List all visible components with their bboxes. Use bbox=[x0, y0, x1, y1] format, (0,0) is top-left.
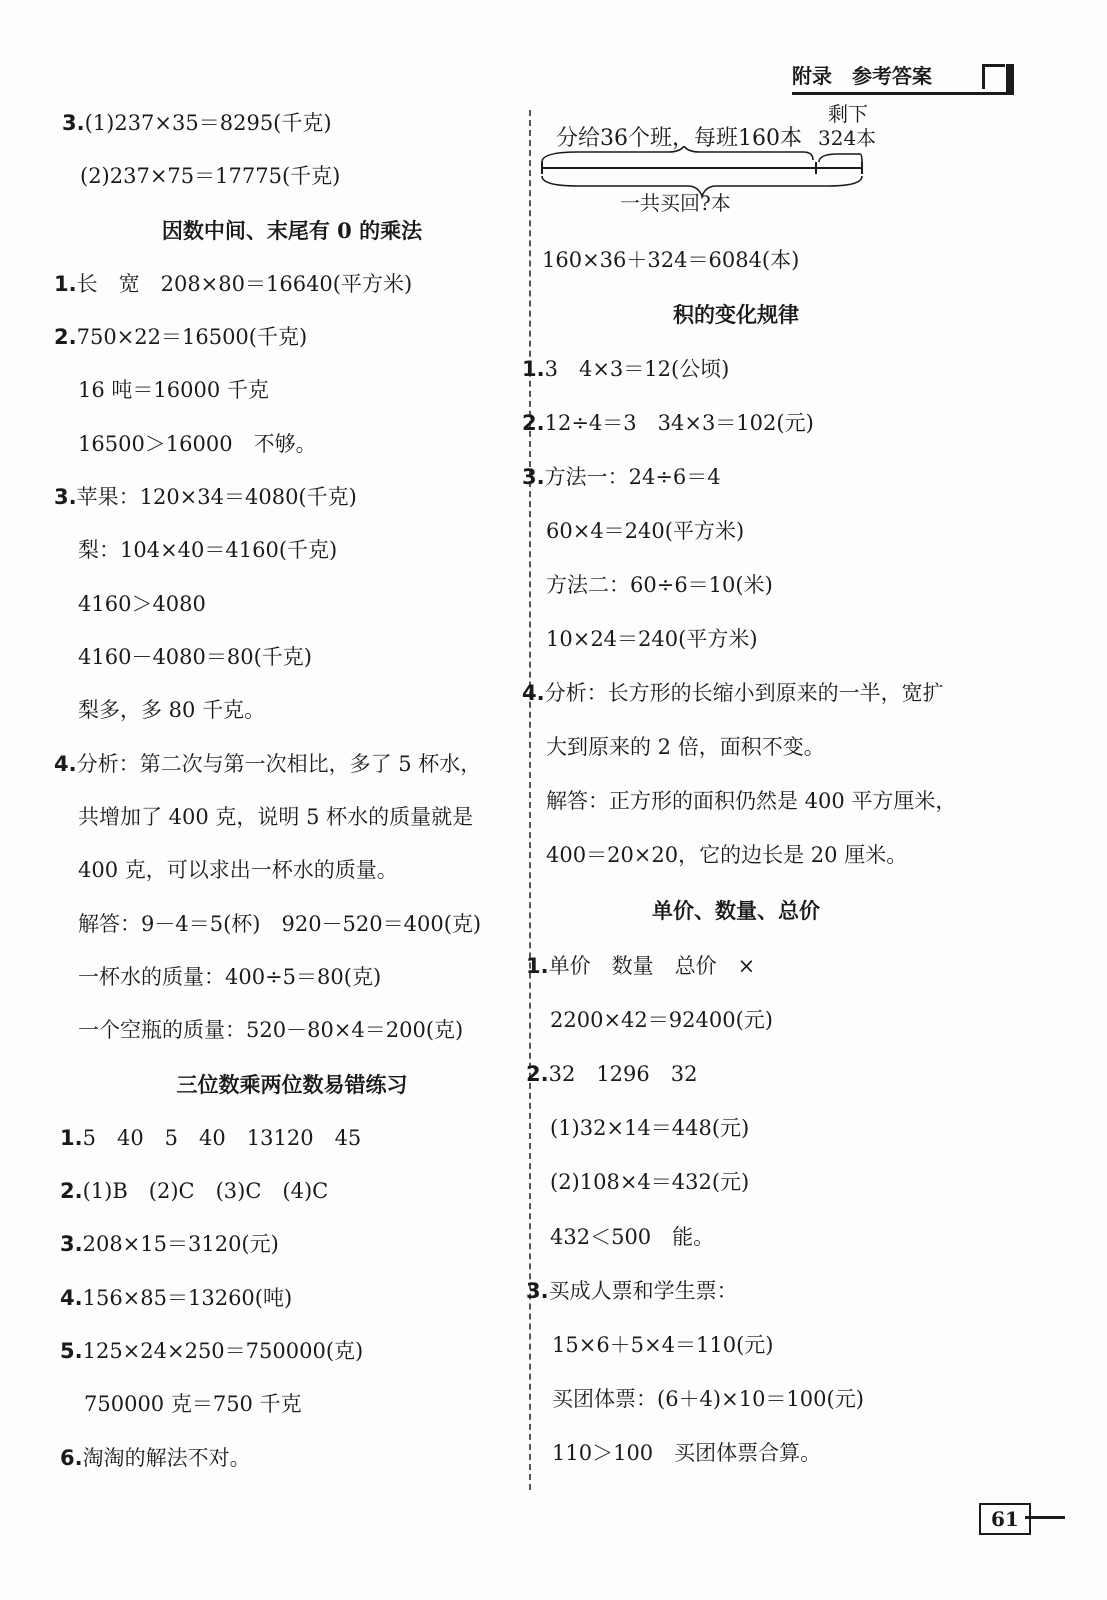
answer-line: 432＜500 能。 bbox=[550, 1225, 715, 1249]
diagram-top-label: 分给36个班，每班160本 bbox=[556, 126, 802, 151]
top-brace bbox=[542, 146, 813, 162]
page-header: 附录 参考答案 bbox=[792, 64, 932, 88]
answer-line: 3.苹果：120×34＝4080(千克) bbox=[54, 485, 357, 509]
answer-line: 1.5 40 5 40 13120 45 bbox=[60, 1126, 362, 1150]
answer-line: 3.208×15＝3120(元) bbox=[60, 1232, 279, 1256]
answer-line: (2)237×75＝17775(千克) bbox=[80, 164, 341, 188]
answer-line: 3.买成人票和学生票： bbox=[526, 1279, 738, 1303]
answer-line: 梨多，多 80 千克。 bbox=[78, 698, 266, 722]
diagram-bottom-label: 一共买回?本 bbox=[620, 191, 731, 215]
answer-line: 60×4＝240(平方米) bbox=[546, 519, 745, 543]
answer-line: (2)108×4＝432(元) bbox=[550, 1170, 750, 1194]
answer-line: 1.单价 数量 总价 × bbox=[526, 954, 756, 978]
answer-line: 2.32 1296 32 bbox=[526, 1062, 698, 1086]
answer-line: 1.3 4×3＝12(公顷) bbox=[522, 357, 730, 381]
answer-line: 400 克，可以求出一杯水的质量。 bbox=[78, 858, 398, 882]
section-title: 单价、数量、总价 bbox=[652, 898, 820, 923]
page-number: 61 bbox=[979, 1503, 1031, 1535]
answer-line: 5.125×24×250＝750000(克) bbox=[60, 1339, 364, 1363]
answer-line: 10×24＝240(平方米) bbox=[546, 627, 758, 651]
section-title: 因数中间、末尾有 0 的乘法 bbox=[161, 218, 423, 243]
answer-line: 400＝20×20，它的边长是 20 厘米。 bbox=[546, 843, 908, 867]
answer-line: 2.750×22＝16500(千克) bbox=[54, 325, 308, 349]
answer-line: 买团体票：(6＋4)×10＝100(元) bbox=[552, 1387, 864, 1411]
answer-line: 4160－4080＝80(千克) bbox=[78, 645, 312, 669]
header-corner-mark bbox=[982, 64, 1005, 89]
section-title: 积的变化规律 bbox=[673, 302, 799, 327]
remain-brace bbox=[819, 154, 862, 162]
page-number-rule bbox=[1025, 1516, 1065, 1519]
answer-line: 750000 克＝750 千克 bbox=[84, 1392, 302, 1416]
answer-line: 4160＞4080 bbox=[78, 592, 206, 616]
answer-line: 110＞100 买团体票合算。 bbox=[552, 1441, 822, 1465]
answer-line: 160×36＋324＝6084(本) bbox=[542, 248, 800, 272]
answer-line: 6.淘淘的解法不对。 bbox=[60, 1446, 251, 1470]
answer-line: 3.方法一：24÷6＝4 bbox=[522, 465, 721, 489]
answer-line: 解答：9－4＝5(杯) 920－520＝400(克) bbox=[78, 912, 482, 936]
answer-line: 3.(1)237×35＝8295(千克) bbox=[62, 111, 332, 135]
diagram-remain-amount: 324本 bbox=[818, 126, 877, 150]
answer-line: 4.分析：长方形的长缩小到原来的一半，宽扩 bbox=[522, 681, 944, 705]
answer-line: 解答：正方形的面积仍然是 400 平方厘米， bbox=[546, 789, 957, 813]
answer-line: (1)32×14＝448(元) bbox=[550, 1116, 750, 1140]
answer-line: 4.156×85＝13260(吨) bbox=[60, 1286, 293, 1310]
answer-line: 共增加了 400 克，说明 5 杯水的质量就是 bbox=[78, 805, 474, 829]
answer-line: 2.12÷4＝3 34×3＝102(元) bbox=[522, 411, 814, 435]
header-underline bbox=[792, 92, 1014, 95]
answer-line: 2.(1)B (2)C (3)C (4)C bbox=[60, 1179, 329, 1203]
section-title: 三位数乘两位数易错练习 bbox=[176, 1072, 408, 1097]
answer-line: 16 吨＝16000 千克 bbox=[78, 378, 269, 402]
answer-line: 2200×42＝92400(元) bbox=[550, 1008, 773, 1032]
answer-line: 15×6＋5×4＝110(元) bbox=[552, 1333, 774, 1357]
answer-line: 大到原来的 2 倍，面积不变。 bbox=[546, 735, 825, 759]
answer-line: 16500＞16000 不够。 bbox=[78, 432, 317, 456]
answer-line: 4.分析：第二次与第一次相比，多了 5 杯水， bbox=[54, 752, 482, 776]
header-bar-mark bbox=[1006, 64, 1014, 94]
answer-line: 方法二：60÷6＝10(米) bbox=[546, 573, 773, 597]
diagram-remain-label: 剩下 bbox=[828, 102, 868, 126]
answer-line: 一杯水的质量：400÷5＝80(克) bbox=[78, 965, 382, 989]
answer-line: 一个空瓶的质量：520－80×4＝200(克) bbox=[78, 1018, 464, 1042]
answer-line: 1.长 宽 208×80＝16640(平方米) bbox=[54, 272, 413, 296]
answer-line: 梨：104×40＝4160(千克) bbox=[78, 538, 338, 562]
